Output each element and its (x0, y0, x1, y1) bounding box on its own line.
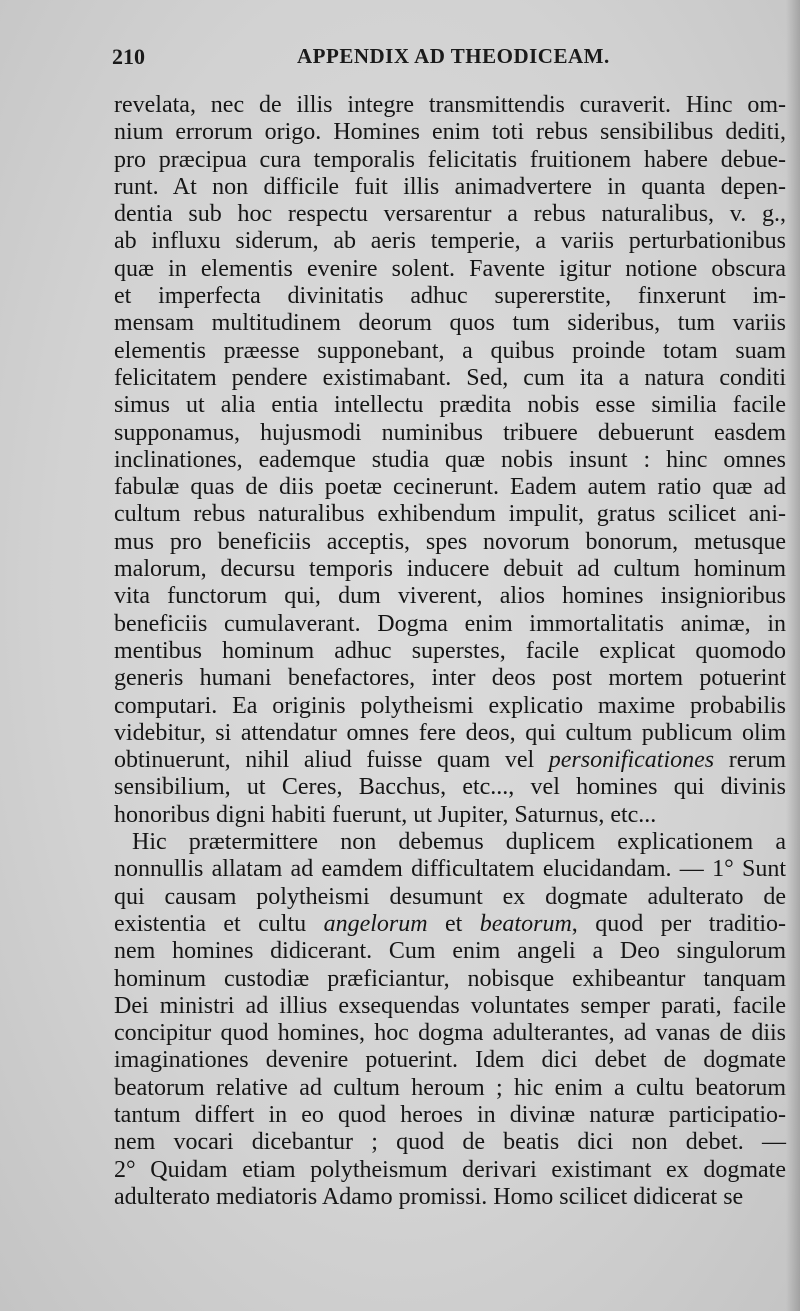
text-line: nium errorum origo. Homines enim toti rebus sensibilibus dediti, (114, 119, 786, 146)
text-line: quæ in elementis evenire solent. Favente igitur notione obscura (114, 255, 786, 282)
text-line: adulterato mediatoris Adamo promissi. Homo scilicet didicerat se (114, 1183, 744, 1210)
text-line: et imperfecta divinitatis adhuc supererstite, finxerunt im- (114, 283, 786, 310)
text-line: elementis præesse supponebant, a quibus proinde totam suam (114, 337, 786, 364)
text-line: qui causam polytheismi desumunt ex dogmate adulterato de (114, 883, 786, 910)
page-header (112, 44, 672, 74)
text-segment: rerum (728, 747, 787, 774)
text-line: concipitur quod homines, hoc dogma adulterantes, ad vanas de diis (114, 1020, 786, 1047)
italic-term: personificationes (548, 747, 715, 774)
text-line: mensam multitudinem deorum quos tum sideribus, tum variis (114, 310, 786, 337)
italic-term: beatorum (479, 910, 572, 937)
text-line: imaginationes devenire potuerint. Idem dici debet de dogmate (114, 1047, 786, 1074)
text-line: ab influxu siderum, ab aeris temperie, a variis perturbationibus (114, 228, 786, 255)
text-line: nem homines didicerant. Cum enim angeli a Deo singulorum (114, 938, 786, 965)
page-edge-shadow (786, 0, 800, 1311)
text-line: fabulæ quas de diis poetæ cecinerunt. Eadem autem ratio quæ ad (114, 474, 786, 501)
text-line: vita functorum qui, dum viverent, alios homines insignioribus (114, 583, 786, 610)
italic-term: angelorum (323, 910, 428, 937)
text-line: nonnullis allatam ad eamdem difficultatem elucidandam. — 1° Sunt (114, 856, 786, 883)
text-line: computari. Ea originis polytheismi explicatio maxime probabilis (114, 692, 786, 719)
text-segment: obtinuerunt, nihil aliud fuisse quam vel (114, 747, 535, 774)
text-line: felicitatem pendere existimabant. Sed, cum ita a natura conditi (114, 364, 786, 391)
text-line: mentibus hominum adhuc superstes, facile explicat quomodo (114, 637, 786, 664)
text-line: generis humani benefactores, inter deos post mortem potuerint (114, 665, 786, 692)
page-number: 210 (112, 44, 145, 69)
text-line: videbitur, si attendatur omnes fere deos, qui cultum publicum olim (114, 719, 786, 746)
text-line: dentia sub hoc respectu versarentur a rebus naturalibus, v. g., (114, 201, 786, 228)
text-line: mus pro beneficiis acceptis, spes novorum bonorum, metusque (114, 528, 786, 555)
running-head: APPENDIX AD THEODICEAM. (297, 44, 610, 68)
body-text (114, 92, 786, 1211)
text-line: nem vocari dicebantur ; quod de beatis dici non debet. — (114, 1129, 786, 1156)
text-segment: existentia et cultu (114, 910, 307, 937)
text-line: malorum, decursu temporis inducere debuit ad cultum hominum (114, 556, 786, 583)
text-line: 2° Quidam etiam polytheismum derivari existimant ex dogmate (114, 1156, 786, 1183)
text-segment: , quod per traditio- (571, 910, 787, 937)
text-line: pro præcipua cura temporalis felicitatis fruitionem habere debue- (114, 146, 786, 173)
text-line: runt. At non difficile fuit illis animadvertere in quanta depen- (114, 173, 786, 200)
text-line: honoribus digni habiti fuerunt, ut Jupiter, Saturnus, etc... (114, 801, 657, 828)
text-line-mixed (114, 747, 786, 774)
text-line: inclinationes, eademque studia quæ nobis insunt : hinc omnes (114, 446, 786, 473)
text-line: revelata, nec de illis integre transmittendis curaverit. Hinc om- (114, 92, 786, 118)
text-line: cultum rebus naturalibus exhibendum impulit, gratus scilicet ani- (114, 501, 786, 528)
text-line: simus ut alia entia intellectu prædita nobis esse similia facile (114, 392, 786, 419)
text-line: sensibilium, ut Ceres, Bacchus, etc..., vel homines qui divinis (114, 774, 786, 801)
text-segment: et (445, 910, 463, 937)
text-line: tantum differt in eo quod heroes in divinæ naturæ participatio- (114, 1101, 786, 1128)
text-line-mixed (114, 911, 786, 938)
text-line: Dei ministri ad illius exsequendas voluntates semper parati, facile (114, 992, 786, 1019)
text-line: supponamus, hujusmodi numinibus tribuere debuerunt easdem (114, 419, 786, 446)
text-line: beatorum relative ad cultum heroum ; hic enim a cultu beatorum (114, 1074, 786, 1101)
paragraph-start: Hic prætermittere non debemus duplicem explicationem a (132, 829, 786, 856)
text-line: beneficiis cumulaverant. Dogma enim immortalitatis animæ, in (114, 610, 786, 637)
text-line: hominum custodiæ præficiantur, nobisque exhibeantur tanquam (114, 965, 786, 992)
